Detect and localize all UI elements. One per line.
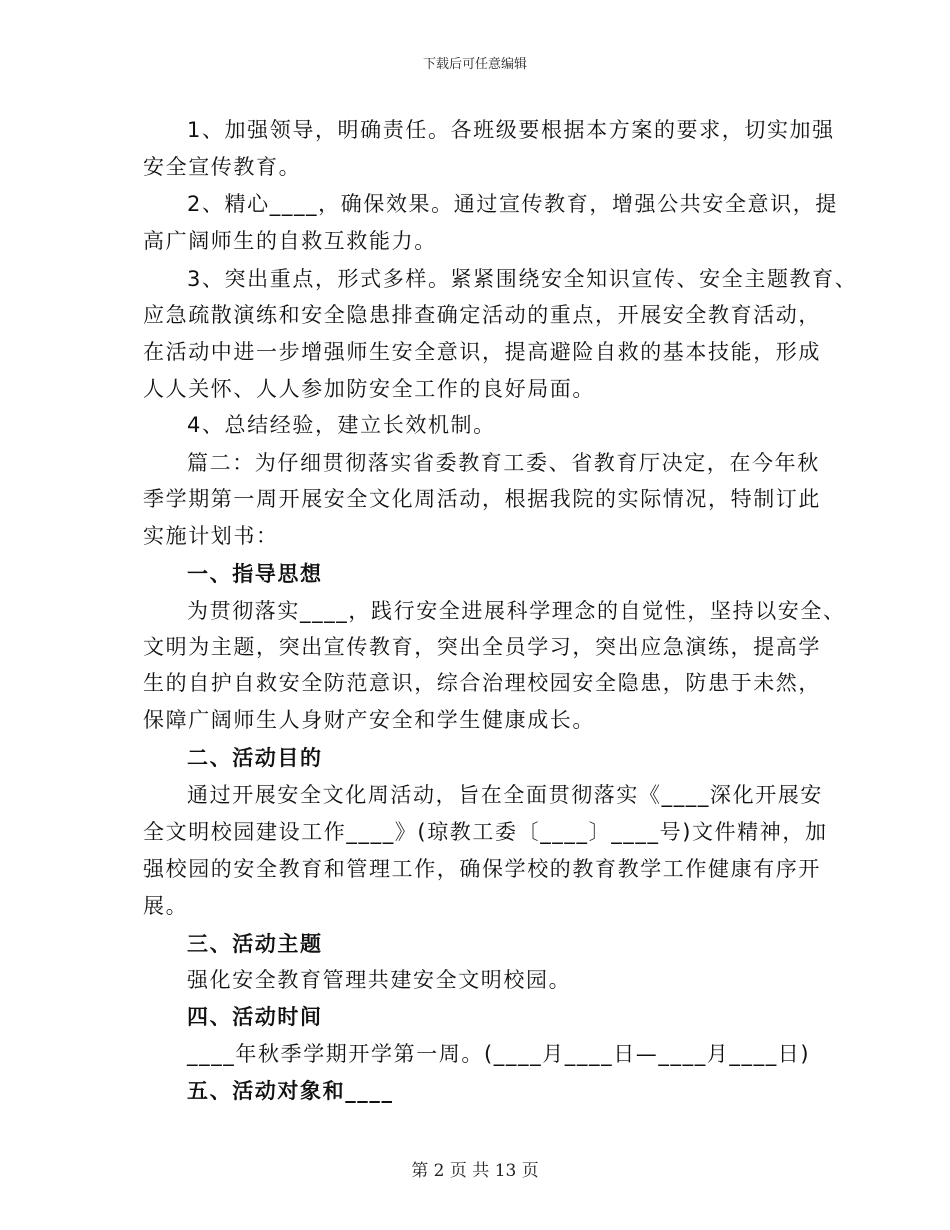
paragraph-line: 为贯彻落实____，践行安全进展科学理念的自觉性，坚持以安全、 bbox=[187, 599, 846, 623]
paragraph-line: 展。 bbox=[143, 894, 189, 918]
section-heading: 三、活动主题 bbox=[187, 932, 323, 956]
paragraph-line: 在活动中进一步增强师生安全意识，提高避险自救的基本技能，形成 bbox=[143, 340, 821, 364]
section-heading: 四、活动时间 bbox=[187, 1005, 323, 1029]
paragraph-line: 文明为主题，突出宣传教育，突出全员学习，突出应急演练，提高学 bbox=[143, 635, 821, 659]
paragraph-line: 应急疏散演练和安全隐患排查确定活动的重点，开展安全教育活动， bbox=[143, 303, 821, 327]
paragraph-line: 通过开展安全文化周活动，旨在全面贯彻落实《____深化开展安 bbox=[187, 783, 823, 807]
paragraph-line: 全文明校园建设工作____》(琼教工委〔____〕____号)文件精神，加 bbox=[143, 820, 828, 844]
paragraph-line: 4、总结经验，建立长效机制。 bbox=[187, 413, 496, 437]
paragraph-line: 篇二：为仔细贯彻落实省委教育工委、省教育厅决定，在今年秋 bbox=[187, 451, 820, 475]
paragraph-line: 保障广阔师生人身财产安全和学生健康成长。 bbox=[143, 708, 595, 732]
paragraph-line: 3、突出重点，形式多样。紧紧围绕安全知识宣传、安全主题教育、 bbox=[187, 267, 858, 291]
paragraph-line: 1、加强领导，明确责任。各班级要根据本方案的要求，切实加强 bbox=[187, 118, 835, 142]
section-heading: 五、活动对象和____ bbox=[187, 1079, 394, 1103]
page-footer: 第 2 页 共 13 页 bbox=[411, 1161, 539, 1181]
paragraph-line: 人人关怀、人人参加防安全工作的良好局面。 bbox=[143, 377, 595, 401]
page-header: 下载后可任意编辑 bbox=[422, 57, 527, 72]
section-heading: 一、指导思想 bbox=[187, 562, 323, 586]
paragraph-line: 强化安全教育管理共建安全文明校园。 bbox=[187, 968, 572, 992]
paragraph-line: 2、精心____，确保效果。通过宣传教育，增强公共安全意识，提 bbox=[187, 192, 838, 216]
paragraph-line: 实施计划书： bbox=[143, 524, 279, 548]
paragraph-line: 生的自护自救安全防范意识，综合治理校园安全隐患，防患于未然， bbox=[143, 671, 821, 695]
paragraph-line: 高广阔师生的自救互救能力。 bbox=[143, 229, 437, 253]
paragraph-line: 安全宣传教育。 bbox=[143, 155, 302, 179]
paragraph-line: 季学期第一周开展安全文化周活动，根据我院的实际情况，特制订此 bbox=[143, 487, 821, 511]
paragraph-line: ____年秋季学期开学第一周。(____月____日—____月____日) bbox=[187, 1042, 811, 1066]
section-heading: 二、活动目的 bbox=[187, 746, 323, 770]
paragraph-line: 强校园的安全教育和管理工作，确保学校的教育教学工作健康有序开 bbox=[143, 857, 821, 881]
